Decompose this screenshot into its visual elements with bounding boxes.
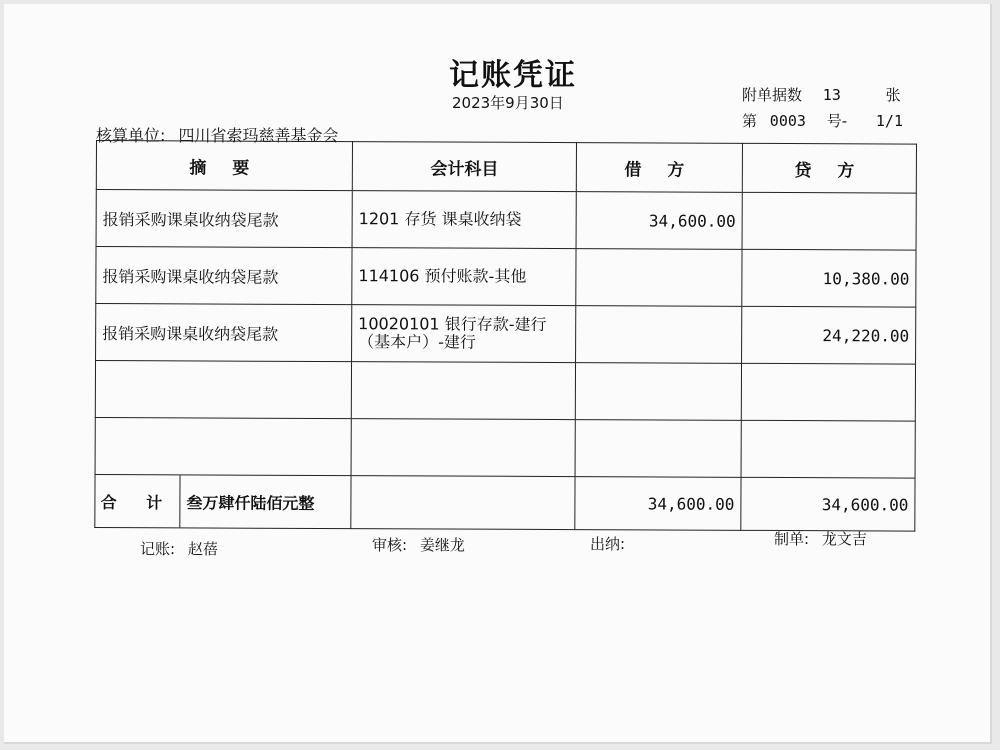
table-row <box>95 361 915 422</box>
table-header-row <box>96 141 916 194</box>
column-header-debit: 借 方 <box>576 143 742 193</box>
summary-cell: 报销采购课桌收纳袋尾款 <box>96 304 352 362</box>
table-row <box>96 247 916 308</box>
table-row <box>96 190 916 251</box>
preparer-signoff <box>774 528 867 549</box>
preparer-name: 龙文吉 <box>821 530 867 548</box>
cashier-label: 出纳: <box>590 535 626 553</box>
credit-cell: 10,380.00 <box>742 249 916 307</box>
total-summary-cell <box>95 474 351 528</box>
account-cell <box>351 419 575 477</box>
voucher-title: 记账凭证 <box>449 58 577 93</box>
debit-cell <box>575 420 741 478</box>
total-amount-words: 叁万肆仟陆佰元整 <box>186 492 315 513</box>
unit-label: 核算单位: <box>96 126 166 145</box>
debit-cell <box>576 249 742 307</box>
debit-cell <box>575 363 741 421</box>
account-cell: 1201 存货 课桌收纳袋 <box>352 191 576 249</box>
table-row <box>95 417 915 478</box>
bookkeeper-label: 记账: <box>140 540 176 558</box>
preparer-label: 制单: <box>774 530 810 548</box>
summary-cell: 报销采购课桌收纳袋尾款 <box>96 247 352 305</box>
cashier-signoff <box>590 533 633 554</box>
credit-cell <box>741 420 915 478</box>
reviewer-name: 姜继龙 <box>419 536 465 554</box>
voucher-no: 0003 <box>769 112 806 130</box>
voucher-date: 2023年9月30日 <box>452 94 564 112</box>
summary-cell <box>95 361 351 419</box>
unit-name: 四川省索玛慈善基金会 <box>178 126 339 145</box>
debit-cell: 34,600.00 <box>576 192 742 250</box>
attachments-count: 13 <box>822 86 841 104</box>
reviewer-label: 审核: <box>372 536 408 554</box>
voucher-prefix: 第 <box>742 112 758 130</box>
bookkeeper-signoff <box>140 538 218 559</box>
column-header-credit: 贷 方 <box>742 143 916 193</box>
summary-cell <box>95 417 351 475</box>
voucher-number <box>742 110 903 131</box>
total-label: 合 计 <box>95 475 180 527</box>
attachments-info <box>742 84 901 105</box>
attachments-unit: 张 <box>885 86 901 104</box>
debit-cell <box>576 306 742 364</box>
attachments-label: 附单据数 <box>742 86 803 104</box>
account-cell: 114106 预付账款-其他 <box>352 248 576 306</box>
voucher-paper <box>4 4 992 744</box>
total-credit-cell: 34,600.00 <box>741 477 915 531</box>
total-account-cell <box>351 476 575 530</box>
total-row <box>95 474 915 531</box>
bookkeeper-name: 赵蓓 <box>187 540 218 558</box>
summary-cell: 报销采购课桌收纳袋尾款 <box>96 190 352 248</box>
reviewer-signoff <box>372 534 465 555</box>
account-cell: 10020101 银行存款-建行（基本户）-建行 <box>352 305 576 363</box>
column-header-summary: 摘 要 <box>96 141 352 191</box>
voucher-page: 1/1 <box>875 112 903 130</box>
credit-cell: 24,220.00 <box>742 306 916 364</box>
table-row <box>96 304 916 365</box>
total-debit-cell: 34,600.00 <box>575 477 741 531</box>
account-cell <box>351 362 575 420</box>
column-header-account: 会计科目 <box>352 142 576 192</box>
credit-cell <box>741 363 915 421</box>
voucher-suffix: 号- <box>826 112 848 130</box>
voucher-table <box>94 140 917 532</box>
credit-cell <box>742 192 916 250</box>
